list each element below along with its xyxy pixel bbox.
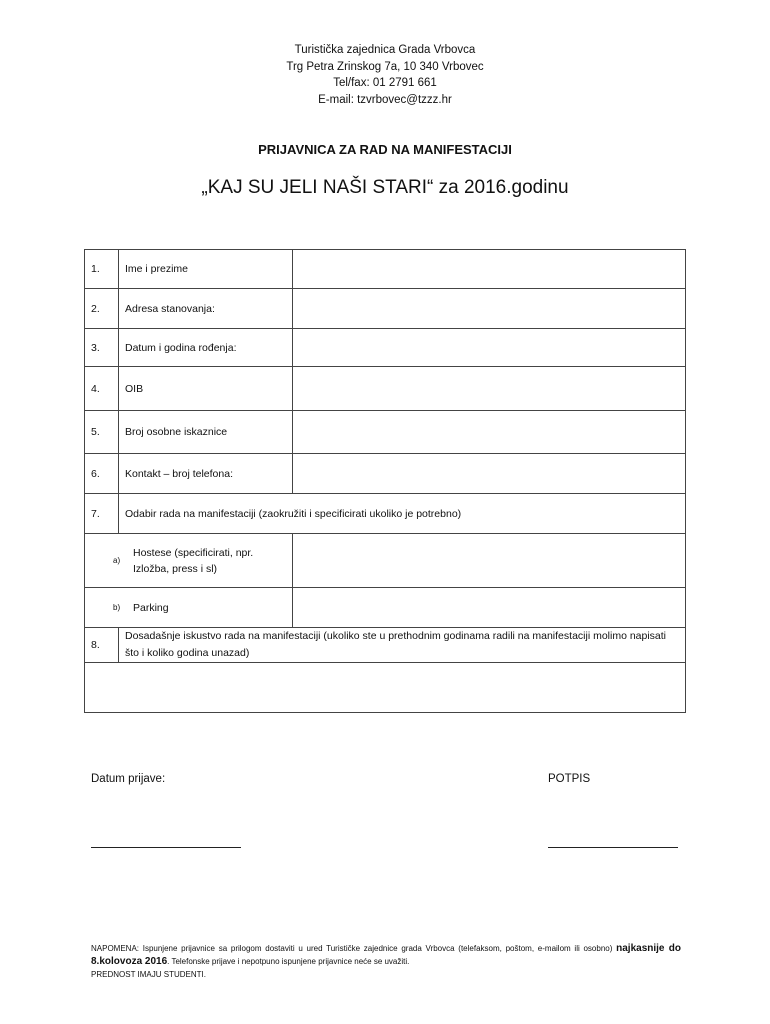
row-label: Ime i prezime	[119, 250, 293, 289]
row-number: 4.	[85, 367, 119, 411]
note-text: NAPOMENA: Ispunjene prijavnice sa prilogom dostaviti u ured Turističke zajednice grada Vrbovca (telefaksom, poštom, e-mailom ili osobno)	[91, 944, 613, 953]
option-parking[interactable]	[85, 588, 293, 628]
row-label: Datum i godina rođenja:	[119, 329, 293, 367]
oib-field[interactable]	[293, 367, 686, 411]
experience-field[interactable]	[85, 663, 686, 713]
option-letter: b)	[113, 603, 121, 612]
row-label: Broj osobne iskaznice	[119, 411, 293, 454]
phone-field[interactable]	[293, 454, 686, 494]
id-card-field[interactable]	[293, 411, 686, 454]
option-label: Hostese (specificirati, npr.	[133, 546, 254, 559]
row-number: 6.	[85, 454, 119, 494]
organization-header	[0, 42, 770, 108]
org-name: Turistička zajednica Grada Vrbovca	[294, 44, 476, 56]
row-label: Kontakt – broj telefona:	[119, 454, 293, 494]
table-row	[85, 663, 686, 713]
name-field[interactable]	[293, 250, 686, 289]
parking-detail-field[interactable]	[293, 588, 686, 628]
table-row	[85, 329, 686, 367]
form-title: PRIJAVNICA ZA RAD NA MANIFESTACIJI	[258, 142, 512, 157]
row-number: 3.	[85, 329, 119, 367]
table-row	[85, 454, 686, 494]
note	[91, 942, 681, 981]
table-row	[85, 588, 686, 628]
address-field[interactable]	[293, 289, 686, 329]
date-line[interactable]	[91, 847, 241, 848]
event-title: „KAJ SU JELI NAŠI STARI“ za 2016.godinu	[201, 177, 569, 198]
date-label: Datum prijave:	[91, 773, 166, 785]
table-row	[85, 250, 686, 289]
option-label-cont: Izložba, press i sl)	[133, 562, 218, 575]
row-number: 1.	[85, 250, 119, 289]
signature-label: POTPIS	[548, 773, 591, 785]
birth-date-field[interactable]	[293, 329, 686, 367]
row-label: Dosadašnje iskustvo rada na manifestaciji (ukoliko ste u prethodnim godinama radili na manifestaciji molimo napisati što i koliko godina unazad)	[119, 628, 686, 663]
table-row	[85, 494, 686, 534]
note-text-after: . Telefonske prijave i nepotpuno ispunjene prijavnice neće se uvažiti.	[167, 957, 410, 966]
org-email: E-mail: tzvrbovec@tzzz.hr	[318, 93, 452, 106]
row-number: 5.	[85, 411, 119, 454]
option-label: Parking	[133, 601, 169, 614]
row-label: OIB	[119, 367, 293, 411]
row-label: Adresa stanovanja:	[119, 289, 293, 329]
org-phone: Tel/fax: 01 2791 661	[333, 77, 437, 89]
table-row	[85, 534, 686, 588]
row-number: 8.	[85, 628, 119, 663]
signature-line[interactable]	[548, 847, 678, 848]
option-letter: a)	[113, 556, 121, 565]
org-address: Trg Petra Zrinskog 7a, 10 340 Vrbovec	[286, 60, 484, 73]
hostess-detail-field[interactable]	[293, 534, 686, 588]
table-row	[85, 289, 686, 329]
table-row	[85, 367, 686, 411]
row-label: Odabir rada na manifestaciji (zaokružiti i specificirati ukoliko je potrebno)	[119, 494, 686, 534]
note-priority: PREDNOST IMAJU STUDENTI.	[91, 970, 206, 979]
row-number: 2.	[85, 289, 119, 329]
table-row	[85, 411, 686, 454]
note-deadline: najkasnije do 8.kolovoza 2016	[91, 943, 681, 967]
application-table	[84, 249, 686, 713]
option-hostess[interactable]	[85, 534, 293, 588]
row-number: 7.	[85, 494, 119, 534]
table-row	[85, 628, 686, 663]
